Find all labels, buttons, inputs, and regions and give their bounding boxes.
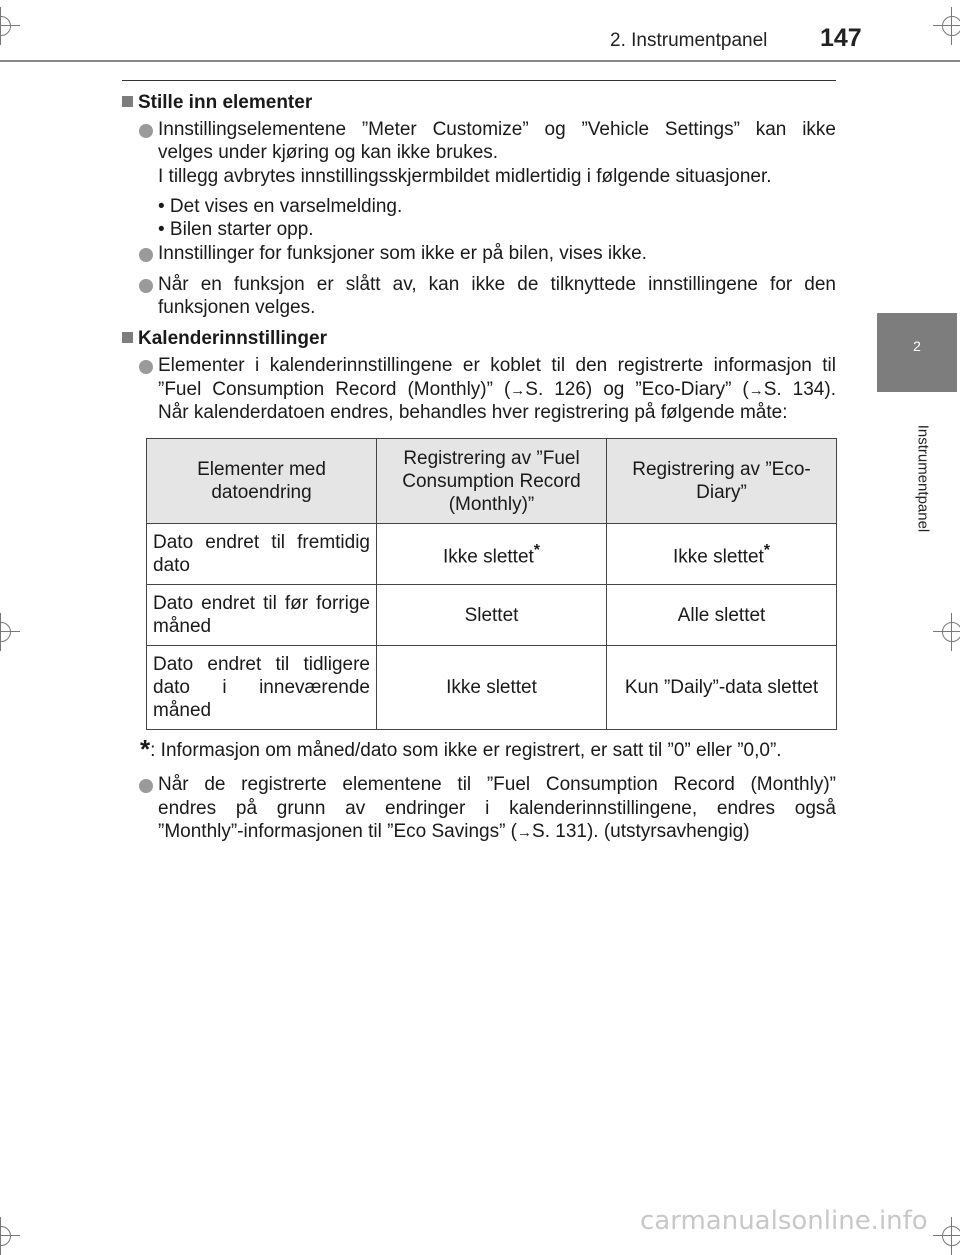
watermark: carmanualsonline.info [640,1206,928,1236]
table-cell-label: Dato endret til tidligere dato i inneværende måned [147,646,377,730]
footnote-asterisk: * [140,734,151,764]
chapter-tab [877,313,957,392]
round-bullet-icon [139,279,153,293]
bullet-text: I tillegg avbrytes innstillingsskjermbildet midlertidig i følgende situasjoner. [158,166,772,187]
table-cell: Slettet [377,585,607,646]
section-heading-stille: Stille inn elementer [122,91,312,115]
round-bullet-icon [139,779,153,793]
round-bullet-icon [139,124,153,138]
arrow-right-icon: → [510,382,526,399]
header-rule [0,60,960,62]
bullet-text: velges under kjøring og kan ikke brukes. [158,142,499,163]
calendar-change-table [146,438,837,730]
table-cell: Ikke slettet* [607,524,837,585]
bullet-text-with-refs: ”Fuel Consumption Record (Monthly)” (→S. 126) og ”Eco-Diary” (→S. 134). [158,379,836,400]
table-cell: Ikke slettet [377,646,607,730]
bullet-text: Når kalenderdatoen endres, behandles hver registrering på følgende måte: [158,402,788,423]
square-bullet-icon [122,332,133,343]
bullet-text: funksjonen velges. [158,297,316,318]
page-number: 147 [820,24,862,52]
crop-mark-bottom-left [0,1226,11,1246]
table-row [147,646,837,730]
table-header-cell: Registrering av ”Fuel Consumption Record (Monthly)” [377,439,607,524]
bullet-text: Når de registrerte elementene til ”Fuel Consumption Record (Monthly)” [158,774,836,795]
section-heading-kalender: Kalenderinnstillinger [122,327,327,351]
header-section-title: 2. Instrumentpanel [610,30,768,51]
table-row [147,524,837,585]
table-header-row [147,439,837,524]
table-cell-label: Dato endret til fremtidig dato [147,524,377,585]
table-footnote: *: Informasjon om måned/dato som ikke er registrert, er satt til ”0” eller ”0,0”. [140,734,782,764]
table-cell: Kun ”Daily”-data slettet [607,646,837,730]
sub-bullet: • Det vises en varselmelding. [158,196,403,217]
crop-mark-bottom-right [942,1226,960,1246]
crop-mark-mid-left [0,622,11,642]
content-top-rule [122,80,836,81]
crop-mark-mid-right [942,622,960,642]
bullet-text: Innstillinger for funksjoner som ikke er på bilen, vises ikke. [158,243,647,264]
round-bullet-icon [139,360,153,374]
table-header-cell: Elementer med datoendring [147,439,377,524]
table-cell-label: Dato endret til før forrige måned [147,585,377,646]
arrow-right-icon: → [748,382,764,399]
crop-mark-top-left [0,16,11,36]
table-header-cell: Registrering av ”Eco-Diary” [607,439,837,524]
bullet-text-with-ref: ”Monthly”-informasjonen til ”Eco Savings” (→S. 131). (utstyrsavhengig) [158,821,750,842]
bullet-text: Elementer i kalenderinnstillingene er koblet til den registrerte informasjon til [158,355,836,376]
round-bullet-icon [139,248,153,262]
square-bullet-icon [122,96,133,107]
table-row [147,585,837,646]
chapter-side-label: Instrumentpanel [914,424,932,533]
arrow-right-icon: → [517,824,533,841]
sub-bullet: • Bilen starter opp. [158,219,314,240]
table-cell: Alle slettet [607,585,837,646]
chapter-tab-number: 2 [913,338,921,354]
bullet-text: Innstillingselementene ”Meter Customize” og ”Vehicle Settings” kan ikke [158,119,836,140]
bullet-text: endres på grunn av endringer i kalenderinnstillingene, endres også [158,798,836,819]
table-cell: Ikke slettet* [377,524,607,585]
crop-mark-top-right [942,16,960,36]
bullet-text: Når en funksjon er slått av, kan ikke de tilknyttede innstillingene for den [158,274,836,295]
